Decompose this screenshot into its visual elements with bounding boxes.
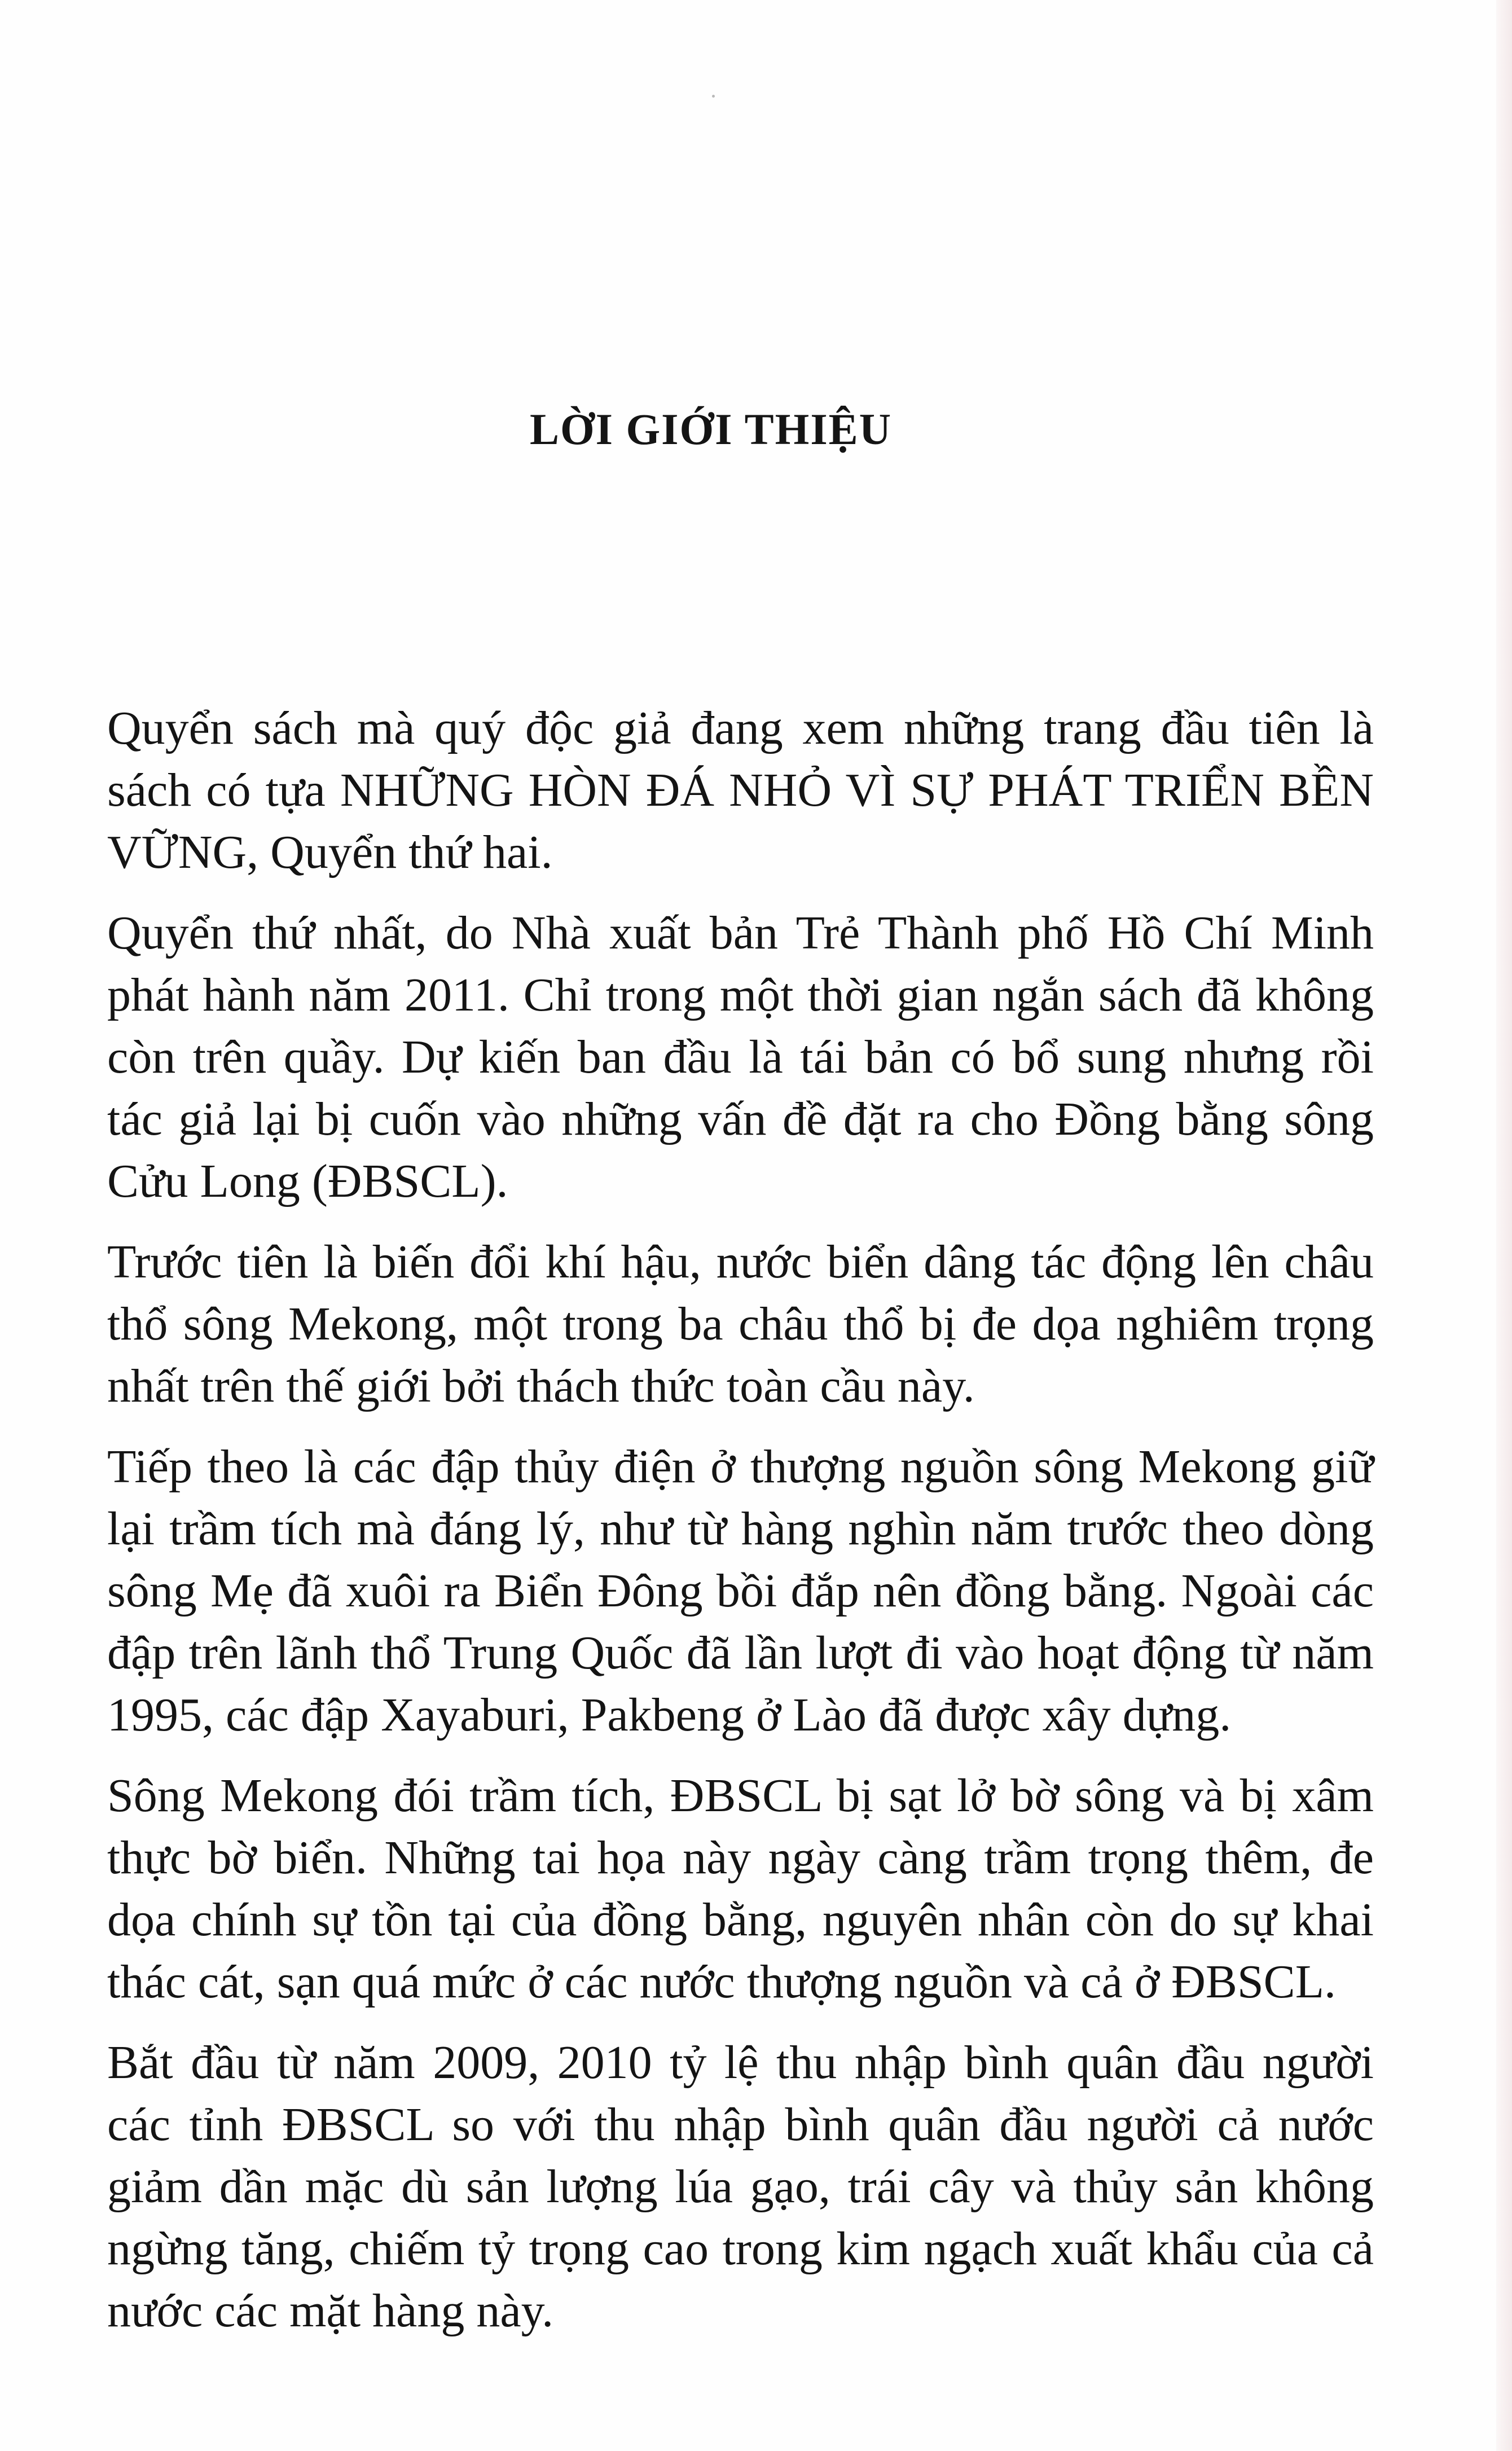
text-line: nhất trên thế giới bởi thách thức toàn cầu này. [107, 1360, 975, 1412]
page-edge-shadow [1496, 0, 1512, 2451]
text-line: Sông Mekong đói trầm tích, ĐBSCL bị sạt lở bờ sông và bị xâm [107, 1769, 1374, 1822]
text-line: Quyển thứ nhất, do Nhà xuất bản Trẻ Thành phố Hồ Chí Minh [107, 907, 1374, 959]
text-line: VỮNG, Quyển thứ hai. [107, 826, 553, 879]
text-line: lại trầm tích mà đáng lý, như từ hàng nghìn năm trước theo dòng [107, 1503, 1374, 1555]
text-line: sông Mẹ đã xuôi ra Biển Đông bồi đắp nên đồng bằng. Ngoài các [107, 1565, 1374, 1617]
paragraph-3 [107, 1231, 1374, 1417]
text-line: Cửu Long (ĐBSCL). [107, 1155, 508, 1207]
text-line: Bắt đầu từ năm 2009, 2010 tỷ lệ thu nhập bình quân đầu người [107, 2036, 1374, 2089]
text-line: thực bờ biển. Những tai họa này ngày càng trầm trọng thêm, đe [107, 1831, 1374, 1884]
text-line: thác cát, sạn quá mức ở các nước thượng nguồn và cả ở ĐBSCL. [107, 1956, 1337, 2008]
text-line: Trước tiên là biến đổi khí hậu, nước biển dâng tác động lên châu [107, 1236, 1374, 1288]
paragraph-1 [107, 697, 1374, 884]
text-line: nước các mặt hàng này. [107, 2285, 554, 2337]
text-line: 1995, các đập Xayaburi, Pakbeng ở Lào đã được xây dựng. [107, 1689, 1232, 1741]
paragraph-6 [107, 2032, 1374, 2342]
text-line: ngừng tăng, chiếm tỷ trọng cao trong kim ngạch xuất khẩu của cả [107, 2222, 1374, 2275]
body-text [107, 697, 1374, 2342]
text-line: tác giả lại bị cuốn vào những vấn đề đặt ra cho Đồng bằng sông [107, 1093, 1374, 1145]
text-line: Tiếp theo là các đập thủy điện ở thượng nguồn sông Mekong giữ [107, 1440, 1374, 1493]
page-title: LỜI GIỚI THIỆU [529, 405, 893, 454]
paragraph-2 [107, 902, 1374, 1213]
text-line: các tỉnh ĐBSCL so với thu nhập bình quân đầu người cả nước [107, 2098, 1374, 2151]
text-line: phát hành năm 2011. Chỉ trong một thời gian ngắn sách đã không [107, 969, 1374, 1021]
paragraph-4 [107, 1436, 1374, 1746]
text-line: giảm dần mặc dù sản lượng lúa gạo, trái cây và thủy sản không [107, 2160, 1374, 2213]
text-line: Quyển sách mà quý độc giả đang xem những trang đầu tiên là [107, 702, 1374, 754]
text-line: còn trên quầy. Dự kiến ban đầu là tái bản có bổ sung nhưng rồi [107, 1031, 1374, 1083]
text-line: đập trên lãnh thổ Trung Quốc đã lần lượt đi vào hoạt động từ năm [107, 1627, 1374, 1679]
paragraph-5 [107, 1765, 1374, 2013]
text-line: sách có tựa NHỮNG HÒN ĐÁ NHỎ VÌ SỰ PHÁT TRIỂN BỀN [107, 764, 1374, 816]
text-line: dọa chính sự tồn tại của đồng bằng, nguyên nhân còn do sự khai [107, 1894, 1374, 1946]
text-line: thổ sông Mekong, một trong ba châu thổ bị đe dọa nghiêm trọng [107, 1298, 1374, 1350]
print-speck [712, 95, 715, 98]
